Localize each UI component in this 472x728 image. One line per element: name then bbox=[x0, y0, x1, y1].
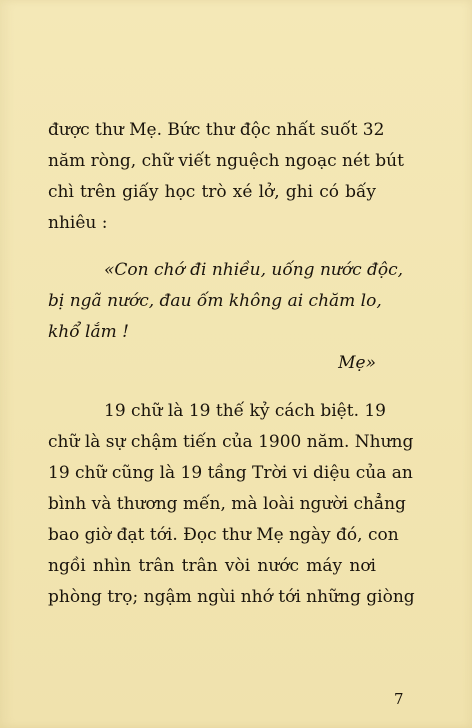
text-line: được thư Mẹ. Bức thư độc nhất suốt 32 bbox=[48, 120, 385, 140]
text-line: nhiêu : bbox=[48, 213, 108, 233]
paragraph-2 bbox=[48, 396, 415, 613]
text-line: 19 chữ là 19 thế kỷ cách biệt. 19 bbox=[104, 401, 387, 421]
quote-line: «Con chớ đi nhiều, uống nước độc, bbox=[104, 260, 404, 280]
text-line: ngồi nhìn trân trân vòi nước máy nơi bbox=[48, 556, 376, 576]
quote-line: bị ngã nước, đau ốm không ai chăm lo, bbox=[48, 291, 382, 311]
mother-letter-quote bbox=[48, 255, 404, 379]
paragraph-1 bbox=[48, 115, 404, 239]
text-line: bao giờ đạt tới. Đọc thư Mẹ ngày đó, con bbox=[48, 525, 399, 545]
text-line: năm ròng, chữ viết nguệch ngoạc nét bút bbox=[48, 151, 404, 171]
text-line: chữ là sự chậm tiến của 1900 năm. Nhưng bbox=[48, 432, 414, 452]
quote-line: khổ lắm ! bbox=[48, 322, 129, 342]
text-line: bình và thương mến, mà loài người chẳng bbox=[48, 494, 406, 514]
text-line: phòng trọ; ngậm ngùi nhớ tới những giòng bbox=[48, 587, 415, 607]
text-line: 19 chữ cũng là 19 tầng Trời vi diệu của an bbox=[48, 463, 413, 483]
page-number: 7 bbox=[394, 690, 404, 708]
quote-signature: Mẹ» bbox=[338, 353, 376, 373]
text-line: chì trên giấy học trò xé lở, ghi có bấy bbox=[48, 182, 376, 202]
